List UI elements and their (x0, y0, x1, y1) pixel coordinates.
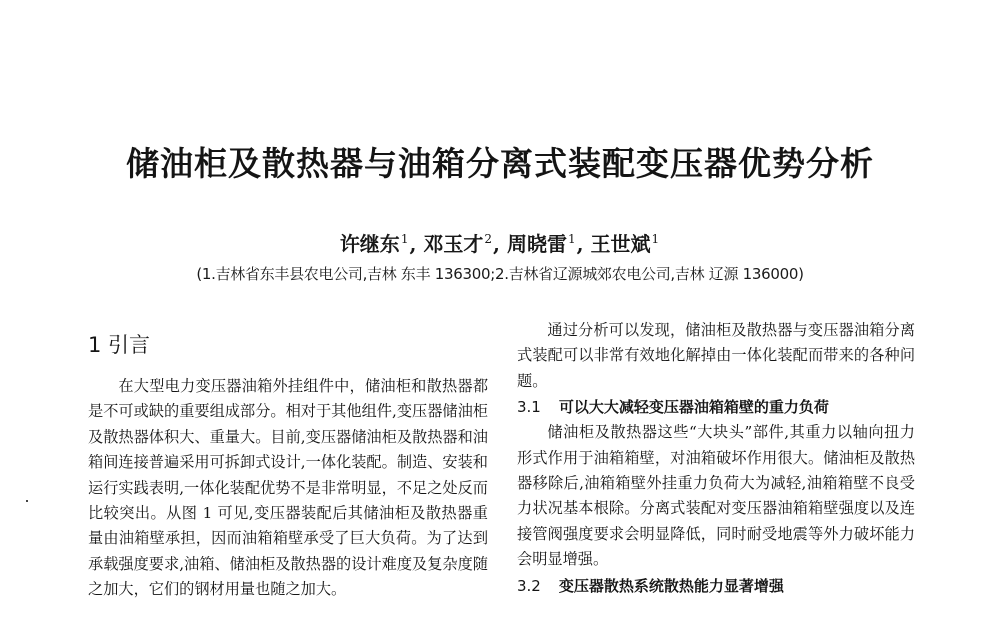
subsection-heading (517, 394, 915, 420)
author-affiliation-mark: 2 (484, 232, 493, 246)
subsection-number: 3.2 (517, 576, 541, 595)
author-affiliation-mark: 1 (400, 232, 409, 246)
author-name: 邓玉才 (423, 232, 484, 256)
author-affiliation-mark: 1 (651, 232, 660, 246)
affiliations: (1.吉林省东丰县农电公司,吉林 东丰 136300;2.吉林省辽源城郊农电公司,吉林 辽源 136000) (196, 265, 804, 283)
body-paragraph: 通过分析可以发现，储油柜及散热器与变压器油箱分离式装配可以非常有效地化解掉由一体化装配而带来的各种问题。 (517, 321, 915, 390)
author-name: 王世斌 (590, 232, 651, 256)
body-paragraph: 储油柜及散热器这些“大块头”部件,其重力以轴向扭力形式作用于油箱箱壁，对油箱破坏作用很大。储油柜及散热器移除后,油箱箱壁外挂重力负荷大为减轻,油箱箱壁不良受力状况基本根除。分离式装配对变压器油箱箱壁强度以及连接管阀强度要求会明显降低，同时耐受地震等外力破坏能力会明显增强。 (517, 423, 915, 569)
scan-speck (26, 500, 28, 502)
author-list: 许继东$^1$, 邓玉才$^2$, 周晓雷$^1$, 王世斌$^1$ (339, 232, 660, 256)
left-column (88, 318, 488, 603)
author-name: 许继东 (339, 232, 400, 256)
right-column (517, 318, 915, 599)
author-name: 周晓雷 (506, 232, 567, 256)
section-heading: 1 引言 (88, 333, 151, 357)
paper-title: 储油柜及散热器与油箱分离式装配变压器优势分析 (126, 144, 874, 183)
author-affiliation-mark: 1 (567, 232, 576, 246)
subsection-heading (517, 573, 915, 599)
subsection-number: 3.1 (517, 398, 541, 417)
subsection-title: 可以大大减轻变压器油箱箱壁的重力负荷 (558, 398, 829, 417)
body-paragraph: 在大型电力变压器油箱外挂组件中，储油柜和散热器都是不可或缺的重要组成部分。相对于其他组件,变压器储油柜及散热器体积大、重量大。目前,变压器储油柜及散热器和油箱间连接普遍采用可拆卸式设计,一体化装配。制造、安装和运行实践表明,一体化装配优势不是非常明显，不足之处反而比较突出。从图 1 可见,变压器装配后其储油柜及散热器重量由油箱壁承担，因而油箱箱壁承受了巨大负荷。为了达到承载强度要求,油箱、储油柜及散热器的设计难度及复杂度随之加大，它们的钢材用量也随之加大。 (88, 377, 488, 599)
subsection-title: 变压器散热系统散热能力显著增强 (558, 576, 784, 595)
